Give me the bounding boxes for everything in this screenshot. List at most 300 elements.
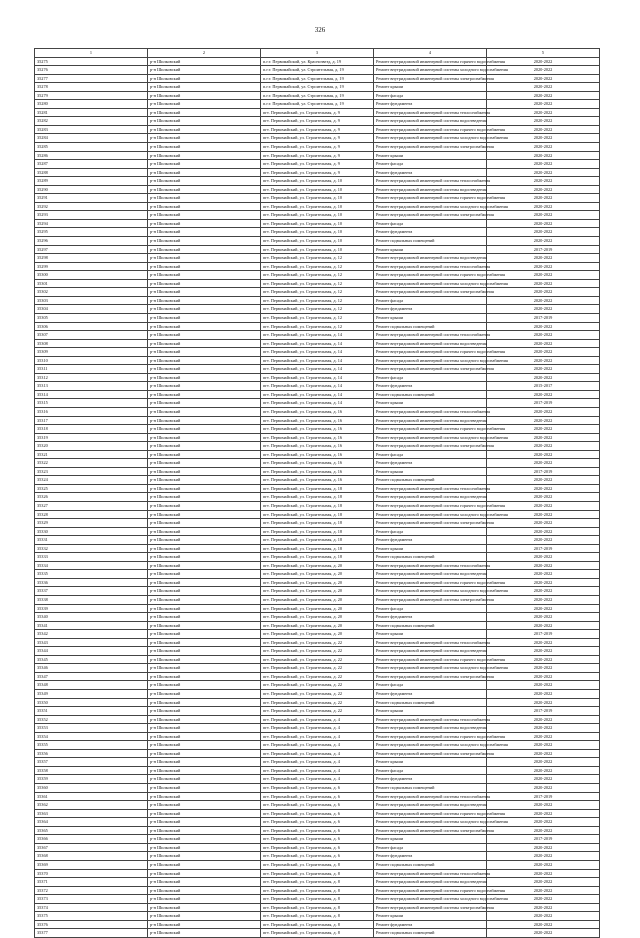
work-type-cell: Ремонт фасада [374, 766, 487, 775]
table-row [35, 407, 600, 416]
district-cell: р-н Шилковский [148, 399, 261, 408]
work-type-cell: Ремонт внутридомовой инженерной системы теплоснабжения [374, 715, 487, 724]
district-cell: р-н Шилковский [148, 382, 261, 391]
period-cell: 2015-2017 [487, 382, 600, 391]
district-cell: р-н Шилковский [148, 510, 261, 519]
table-row [35, 869, 600, 878]
table-row [35, 510, 600, 519]
work-type-cell: Ремонт подвальных помещений [374, 621, 487, 630]
row-number-cell: 35339 [35, 604, 148, 613]
period-cell: 2020-2022 [487, 647, 600, 656]
row-number-cell: 35284 [35, 134, 148, 143]
work-type-cell: Ремонт внутридомовой инженерной системы водоотведения [374, 117, 487, 126]
period-cell: 2020-2022 [487, 484, 600, 493]
district-cell: р-н Шилковский [148, 758, 261, 767]
work-type-cell: Ремонт внутридомовой инженерной системы теплоснабжения [374, 407, 487, 416]
work-type-cell: Ремонт подвальных помещений [374, 929, 487, 938]
district-cell: р-н Шилковский [148, 339, 261, 348]
work-type-cell: Ремонт внутридомовой инженерной системы горячего водоснабжения [374, 732, 487, 741]
address-cell: пгт. Первомайский, ул. Строительная, д. 8 [261, 912, 374, 921]
table-row [35, 758, 600, 767]
row-number-cell: 35345 [35, 655, 148, 664]
address-cell: пгт. Первомайский, ул. Строительная, д. 8 [261, 895, 374, 904]
row-number-cell: 35350 [35, 698, 148, 707]
district-cell: р-н Шилковский [148, 416, 261, 425]
table-row [35, 219, 600, 228]
row-number-cell: 35330 [35, 527, 148, 536]
row-number-cell: 35287 [35, 160, 148, 169]
table-row [35, 296, 600, 305]
district-cell: р-н Шилковский [148, 356, 261, 365]
district-cell: р-н Шилковский [148, 91, 261, 100]
row-number-cell: 35317 [35, 416, 148, 425]
table-row [35, 348, 600, 357]
row-number-cell: 35320 [35, 442, 148, 451]
address-cell: пгт. Первомайский, ул. Строительная, д. 12 [261, 254, 374, 263]
row-number-cell: 35338 [35, 596, 148, 605]
address-cell: пгт. Первомайский, ул. Строительная, д. 4 [261, 715, 374, 724]
row-number-cell: 35329 [35, 519, 148, 528]
work-type-cell: Ремонт внутридомовой инженерной системы электроснабжения [374, 74, 487, 83]
row-number-cell: 35296 [35, 237, 148, 246]
row-number-cell: 35346 [35, 664, 148, 673]
table-row [35, 681, 600, 690]
district-cell: р-н Шилковский [148, 801, 261, 810]
address-cell: пгт. Первомайский, ул. Строительная, д. 14 [261, 373, 374, 382]
period-cell: 2020-2022 [487, 553, 600, 562]
address-cell: пгт. Первомайский, ул. Строительная, д. 16 [261, 476, 374, 485]
row-number-cell: 35322 [35, 459, 148, 468]
period-cell: 2020-2022 [487, 108, 600, 117]
work-type-cell: Ремонт фасада [374, 373, 487, 382]
district-cell: р-н Шилковский [148, 630, 261, 639]
period-cell: 2020-2022 [487, 869, 600, 878]
address-cell: пгт. Первомайский, ул. Строительная, д. 9 [261, 125, 374, 134]
address-cell: п.г.т. Первомайский, ул. Строительная, д. 19 [261, 100, 374, 109]
work-type-cell: Ремонт фасада [374, 450, 487, 459]
address-cell: пгт. Первомайский, ул. Строительная, д. 22 [261, 664, 374, 673]
period-cell: 2020-2022 [487, 578, 600, 587]
district-cell: р-н Шилковский [148, 792, 261, 801]
period-cell: 2020-2022 [487, 74, 600, 83]
district-cell: р-н Шилковский [148, 672, 261, 681]
district-cell: р-н Шилковский [148, 621, 261, 630]
row-number-cell: 35371 [35, 878, 148, 887]
address-cell: пгт. Первомайский, ул. Строительная, д. 10 [261, 228, 374, 237]
district-cell: р-н Шилковский [148, 698, 261, 707]
table-row [35, 467, 600, 476]
district-cell: р-н Шилковский [148, 211, 261, 220]
address-cell: пгт. Первомайский, ул. Строительная, д. 18 [261, 536, 374, 545]
work-type-cell: Ремонт внутридомовой инженерной системы электроснабжения [374, 826, 487, 835]
address-cell: пгт. Первомайский, ул. Строительная, д. 20 [261, 596, 374, 605]
address-cell: пгт. Первомайский, ул. Строительная, д. 18 [261, 527, 374, 536]
row-number-cell: 35336 [35, 578, 148, 587]
period-cell: 2020-2022 [487, 254, 600, 263]
district-cell: р-н Шилковский [148, 407, 261, 416]
work-type-cell: Ремонт фундамента [374, 852, 487, 861]
district-cell: р-н Шилковский [148, 561, 261, 570]
address-cell: пгт. Первомайский, ул. Строительная, д. 18 [261, 493, 374, 502]
district-cell: р-н Шилковский [148, 818, 261, 827]
row-number-cell: 35377 [35, 929, 148, 938]
period-cell: 2020-2022 [487, 305, 600, 314]
row-number-cell: 35348 [35, 681, 148, 690]
row-number-cell: 35327 [35, 501, 148, 510]
row-number-cell: 35375 [35, 912, 148, 921]
address-cell: пгт. Первомайский, ул. Строительная, д. 12 [261, 305, 374, 314]
period-cell: 2020-2022 [487, 749, 600, 758]
address-cell: пгт. Первомайский, ул. Строительная, д. 22 [261, 690, 374, 699]
period-cell: 2017-2019 [487, 630, 600, 639]
row-number-cell: 35276 [35, 66, 148, 75]
address-cell: пгт. Первомайский, ул. Строительная, д. 22 [261, 655, 374, 664]
column-header-1: 1 [35, 49, 148, 58]
row-number-cell: 35369 [35, 860, 148, 869]
table-row [35, 305, 600, 314]
period-cell: 2020-2022 [487, 348, 600, 357]
row-number-cell: 35354 [35, 732, 148, 741]
period-cell: 2020-2022 [487, 690, 600, 699]
period-cell: 2020-2022 [487, 168, 600, 177]
period-cell: 2020-2022 [487, 296, 600, 305]
district-cell: р-н Шилковский [148, 664, 261, 673]
table-row [35, 433, 600, 442]
address-cell: пгт. Первомайский, ул. Строительная, д. 4 [261, 758, 374, 767]
work-type-cell: Ремонт внутридомовой инженерной системы водоотведения [374, 339, 487, 348]
row-number-cell: 35288 [35, 168, 148, 177]
address-cell: пгт. Первомайский, ул. Строительная, д. 10 [261, 185, 374, 194]
table-row [35, 587, 600, 596]
district-cell: р-н Шилковский [148, 715, 261, 724]
work-type-cell: Ремонт внутридомовой инженерной системы холодного водоснабжения [374, 510, 487, 519]
work-type-cell: Ремонт подвальных помещений [374, 476, 487, 485]
work-type-cell: Ремонт внутридомовой инженерной системы холодного водоснабжения [374, 66, 487, 75]
period-cell: 2017-2019 [487, 399, 600, 408]
period-cell: 2020-2022 [487, 818, 600, 827]
table-row [35, 442, 600, 451]
row-number-cell: 35366 [35, 835, 148, 844]
page-number: 326 [314, 26, 326, 34]
period-cell: 2020-2022 [487, 903, 600, 912]
row-number-cell: 35295 [35, 228, 148, 237]
work-type-cell: Ремонт внутридомовой инженерной системы водоотведения [374, 493, 487, 502]
table-row [35, 125, 600, 134]
period-cell: 2020-2022 [487, 493, 600, 502]
table-row [35, 331, 600, 340]
table-row [35, 621, 600, 630]
address-cell: пгт. Первомайский, ул. Строительная, д. 16 [261, 450, 374, 459]
address-cell: пгт. Первомайский, ул. Строительная, д. 14 [261, 356, 374, 365]
district-cell: р-н Шилковский [148, 681, 261, 690]
district-cell: р-н Шилковский [148, 536, 261, 545]
address-cell: п.г.т. Первомайский, ул. Краснозвезд, д. 19 [261, 57, 374, 66]
table-row [35, 425, 600, 434]
period-cell: 2020-2022 [487, 809, 600, 818]
work-type-cell: Ремонт фундамента [374, 305, 487, 314]
address-cell: пгт. Первомайский, ул. Строительная, д. 18 [261, 484, 374, 493]
work-type-cell: Ремонт внутридомовой инженерной системы холодного водоснабжения [374, 895, 487, 904]
row-number-cell: 35286 [35, 151, 148, 160]
district-cell: р-н Шилковский [148, 74, 261, 83]
table-row [35, 766, 600, 775]
work-type-cell: Ремонт фундамента [374, 459, 487, 468]
district-cell: р-н Шилковский [148, 587, 261, 596]
row-number-cell: 35328 [35, 510, 148, 519]
table-row [35, 134, 600, 143]
address-cell: пгт. Первомайский, ул. Строительная, д. 16 [261, 467, 374, 476]
work-type-cell: Ремонт фасада [374, 296, 487, 305]
district-cell: р-н Шилковский [148, 296, 261, 305]
table-row [35, 202, 600, 211]
address-cell: пгт. Первомайский, ул. Строительная, д. 6 [261, 843, 374, 852]
address-cell: пгт. Первомайский, ул. Строительная, д. 6 [261, 835, 374, 844]
work-type-cell: Ремонт фундамента [374, 100, 487, 109]
work-type-cell: Ремонт внутридомовой инженерной системы теплоснабжения [374, 108, 487, 117]
row-number-cell: 35289 [35, 177, 148, 186]
period-cell: 2020-2022 [487, 288, 600, 297]
district-cell: р-н Шилковский [148, 544, 261, 553]
period-cell: 2020-2022 [487, 527, 600, 536]
row-number-cell: 35349 [35, 690, 148, 699]
address-cell: пгт. Первомайский, ул. Строительная, д. 4 [261, 732, 374, 741]
address-cell: пгт. Первомайский, ул. Строительная, д. 9 [261, 108, 374, 117]
period-cell: 2017-2019 [487, 313, 600, 322]
period-cell: 2020-2022 [487, 604, 600, 613]
district-cell: р-н Шилковский [148, 245, 261, 254]
period-cell: 2020-2022 [487, 271, 600, 280]
district-cell: р-н Шилковский [148, 219, 261, 228]
period-cell: 2020-2022 [487, 852, 600, 861]
period-cell: 2020-2022 [487, 185, 600, 194]
period-cell: 2020-2022 [487, 177, 600, 186]
period-cell: 2020-2022 [487, 322, 600, 331]
period-cell: 2020-2022 [487, 766, 600, 775]
table-row [35, 903, 600, 912]
row-number-cell: 35300 [35, 271, 148, 280]
address-cell: пгт. Первомайский, ул. Строительная, д. 8 [261, 878, 374, 887]
period-cell: 2020-2022 [487, 425, 600, 434]
address-cell: пгт. Первомайский, ул. Строительная, д. 8 [261, 886, 374, 895]
row-number-cell: 35367 [35, 843, 148, 852]
work-type-cell: Ремонт внутридомовой инженерной системы горячего водоснабжения [374, 194, 487, 203]
period-cell: 2020-2022 [487, 143, 600, 152]
period-cell: 2017-2019 [487, 792, 600, 801]
table-row [35, 194, 600, 203]
table-row [35, 886, 600, 895]
district-cell: р-н Шилковский [148, 613, 261, 622]
period-cell: 2020-2022 [487, 339, 600, 348]
row-number-cell: 35277 [35, 74, 148, 83]
row-number-cell: 35299 [35, 262, 148, 271]
address-cell: пгт. Первомайский, ул. Строительная, д. 6 [261, 801, 374, 810]
work-type-cell: Ремонт внутридомовой инженерной системы горячего водоснабжения [374, 348, 487, 357]
table-row [35, 929, 600, 938]
address-cell: пгт. Первомайский, ул. Строительная, д. 12 [261, 288, 374, 297]
district-cell: р-н Шилковский [148, 869, 261, 878]
work-type-cell: Ремонт фундамента [374, 920, 487, 929]
address-cell: пгт. Первомайский, ул. Строительная, д. 8 [261, 920, 374, 929]
district-cell: р-н Шилковский [148, 912, 261, 921]
row-number-cell: 35324 [35, 476, 148, 485]
address-cell: пгт. Первомайский, ул. Строительная, д. 14 [261, 339, 374, 348]
work-type-cell: Ремонт внутридомовой инженерной системы теплоснабжения [374, 792, 487, 801]
table-row [35, 544, 600, 553]
period-cell: 2020-2022 [487, 160, 600, 169]
district-cell: р-н Шилковский [148, 66, 261, 75]
district-cell: р-н Шилковский [148, 305, 261, 314]
column-header-3: 3 [261, 49, 374, 58]
work-type-cell: Ремонт подвальных помещений [374, 553, 487, 562]
table-row [35, 237, 600, 246]
district-cell: р-н Шилковский [148, 237, 261, 246]
period-cell: 2020-2022 [487, 501, 600, 510]
row-number-cell: 35362 [35, 801, 148, 810]
period-cell: 2020-2022 [487, 476, 600, 485]
work-type-cell: Ремонт подвальных помещений [374, 237, 487, 246]
period-cell: 2020-2022 [487, 237, 600, 246]
work-type-cell: Ремонт внутридомовой инженерной системы горячего водоснабжения [374, 425, 487, 434]
address-cell: пгт. Первомайский, ул. Строительная, д. 20 [261, 621, 374, 630]
row-number-cell: 35315 [35, 399, 148, 408]
address-cell: пгт. Первомайский, ул. Строительная, д. 12 [261, 271, 374, 280]
district-cell: р-н Шилковский [148, 168, 261, 177]
work-type-cell: Ремонт внутридомовой инженерной системы электроснабжения [374, 143, 487, 152]
row-number-cell: 35360 [35, 784, 148, 793]
period-cell: 2020-2022 [487, 672, 600, 681]
district-cell: р-н Шилковский [148, 271, 261, 280]
district-cell: р-н Шилковский [148, 83, 261, 92]
address-cell: пгт. Первомайский, ул. Строительная, д. 9 [261, 134, 374, 143]
district-cell: р-н Шилковский [148, 151, 261, 160]
work-type-cell: Ремонт фасада [374, 160, 487, 169]
table-row [35, 356, 600, 365]
period-cell: 2020-2022 [487, 536, 600, 545]
table-row [35, 843, 600, 852]
work-type-cell: Ремонт внутридомовой инженерной системы электроснабжения [374, 596, 487, 605]
district-cell: р-н Шилковский [148, 108, 261, 117]
row-number-cell: 35275 [35, 57, 148, 66]
district-cell: р-н Шилковский [148, 194, 261, 203]
work-type-cell: Ремонт внутридомовой инженерной системы водоотведения [374, 801, 487, 810]
address-cell: пгт. Первомайский, ул. Строительная, д. 20 [261, 587, 374, 596]
period-cell: 2020-2022 [487, 211, 600, 220]
table-row [35, 66, 600, 75]
work-type-cell: Ремонт внутридомовой инженерной системы горячего водоснабжения [374, 271, 487, 280]
period-cell: 2020-2022 [487, 373, 600, 382]
row-number-cell: 35364 [35, 818, 148, 827]
period-cell: 2020-2022 [487, 912, 600, 921]
address-cell: пгт. Первомайский, ул. Строительная, д. 14 [261, 399, 374, 408]
address-cell: пгт. Первомайский, ул. Строительная, д. 10 [261, 202, 374, 211]
address-cell: пгт. Первомайский, ул. Строительная, д. 20 [261, 578, 374, 587]
address-cell: пгт. Первомайский, ул. Строительная, д. 12 [261, 313, 374, 322]
district-cell: р-н Шилковский [148, 578, 261, 587]
row-number-cell: 35297 [35, 245, 148, 254]
row-number-cell: 35353 [35, 724, 148, 733]
row-number-cell: 35355 [35, 741, 148, 750]
address-cell: пгт. Первомайский, ул. Строительная, д. 9 [261, 168, 374, 177]
row-number-cell: 35290 [35, 185, 148, 194]
table-row [35, 536, 600, 545]
address-cell: пгт. Первомайский, ул. Строительная, д. 9 [261, 160, 374, 169]
period-cell: 2017-2019 [487, 544, 600, 553]
work-type-cell: Ремонт фундамента [374, 690, 487, 699]
row-number-cell: 35343 [35, 638, 148, 647]
table-row [35, 707, 600, 716]
row-number-cell: 35334 [35, 561, 148, 570]
work-type-cell: Ремонт внутридомовой инженерной системы электроснабжения [374, 365, 487, 374]
work-type-cell: Ремонт фасада [374, 681, 487, 690]
district-cell: р-н Шилковский [148, 920, 261, 929]
address-cell: пгт. Первомайский, ул. Строительная, д. 14 [261, 382, 374, 391]
work-type-cell: Ремонт внутридомовой инженерной системы теплоснабжения [374, 177, 487, 186]
district-cell: р-н Шилковский [148, 732, 261, 741]
row-number-cell: 35340 [35, 613, 148, 622]
period-cell: 2020-2022 [487, 262, 600, 271]
work-type-cell: Ремонт крыши [374, 544, 487, 553]
column-header-2: 2 [148, 49, 261, 58]
address-cell: пгт. Первомайский, ул. Строительная, д. 10 [261, 237, 374, 246]
district-cell: р-н Шилковский [148, 365, 261, 374]
row-number-cell: 35318 [35, 425, 148, 434]
table-row [35, 570, 600, 579]
work-type-cell: Ремонт крыши [374, 758, 487, 767]
address-cell: пгт. Первомайский, ул. Строительная, д. 16 [261, 433, 374, 442]
period-cell: 2020-2022 [487, 698, 600, 707]
column-header-5: 5 [487, 49, 600, 58]
work-type-cell: Ремонт внутридомовой инженерной системы водоотведения [374, 185, 487, 194]
table-row [35, 288, 600, 297]
work-type-cell: Ремонт внутридомовой инженерной системы электроснабжения [374, 749, 487, 758]
table-row [35, 561, 600, 570]
district-cell: р-н Шилковский [148, 570, 261, 579]
district-cell: р-н Шилковский [148, 254, 261, 263]
period-cell: 2020-2022 [487, 724, 600, 733]
row-number-cell: 35342 [35, 630, 148, 639]
row-number-cell: 35285 [35, 143, 148, 152]
work-type-cell: Ремонт крыши [374, 83, 487, 92]
district-cell: р-н Шилковский [148, 784, 261, 793]
address-cell: пгт. Первомайский, ул. Строительная, д. 4 [261, 741, 374, 750]
table-row [35, 74, 600, 83]
district-cell: р-н Шилковский [148, 177, 261, 186]
row-number-cell: 35344 [35, 647, 148, 656]
table-row [35, 117, 600, 126]
address-cell: пгт. Первомайский, ул. Строительная, д. 6 [261, 792, 374, 801]
work-type-cell: Ремонт внутридомовой инженерной системы водоотведения [374, 254, 487, 263]
table-row [35, 390, 600, 399]
row-number-cell: 35333 [35, 553, 148, 562]
table-row [35, 784, 600, 793]
period-cell: 2020-2022 [487, 587, 600, 596]
address-cell: пгт. Первомайский, ул. Строительная, д. 18 [261, 519, 374, 528]
work-type-cell: Ремонт крыши [374, 707, 487, 716]
address-cell: пгт. Первомайский, ул. Строительная, д. 12 [261, 262, 374, 271]
address-cell: пгт. Первомайский, ул. Строительная, д. 4 [261, 724, 374, 733]
work-type-cell: Ремонт внутридомовой инженерной системы холодного водоснабжения [374, 741, 487, 750]
district-cell: р-н Шилковский [148, 638, 261, 647]
address-cell: пгт. Первомайский, ул. Строительная, д. 18 [261, 501, 374, 510]
address-cell: пгт. Первомайский, ул. Строительная, д. 4 [261, 766, 374, 775]
row-number-cell: 35363 [35, 809, 148, 818]
work-type-cell: Ремонт фасада [374, 604, 487, 613]
table-row [35, 596, 600, 605]
row-number-cell: 35314 [35, 390, 148, 399]
table-row [35, 690, 600, 699]
district-cell: р-н Шилковский [148, 425, 261, 434]
row-number-cell: 35373 [35, 895, 148, 904]
